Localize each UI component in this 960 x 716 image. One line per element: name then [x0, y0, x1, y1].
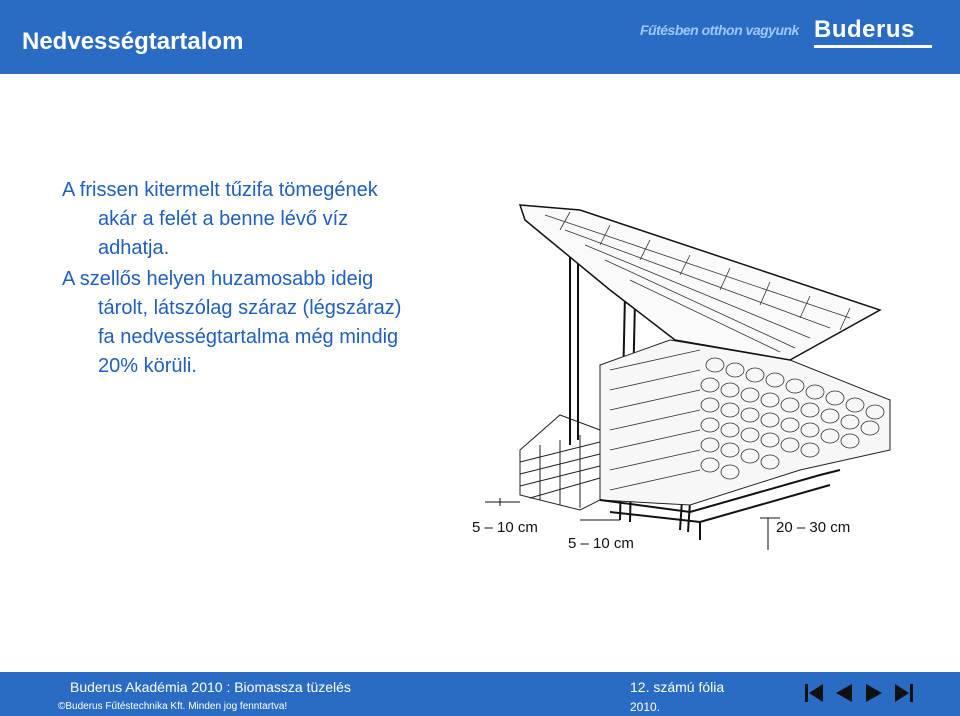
paragraph-1 [62, 176, 522, 263]
dimension-label-left: 5 – 10 cm [472, 519, 538, 536]
slide-navigation [802, 681, 916, 705]
woodpile-illustration [460, 200, 900, 550]
buderus-logo: Buderus [814, 16, 915, 43]
brand-slogan: Fűtésben otthon vagyunk [640, 22, 799, 38]
dimension-label-middle: 5 – 10 cm [568, 535, 634, 550]
previous-icon[interactable] [832, 681, 856, 705]
next-icon[interactable] [862, 681, 886, 705]
paragraph-1-line-1: A frissen kitermelt tűzifa tömegének [62, 179, 378, 201]
body-text [62, 176, 522, 381]
first-icon[interactable] [802, 681, 826, 705]
paragraph-2-line-1: A szellős helyen huzamosabb ideig [62, 268, 374, 290]
paragraph-2-line-3: fa nedvességtartalma még mindig [98, 326, 399, 348]
paragraph-2 [62, 265, 522, 381]
paragraph-2-line-4: 20% körüli. [98, 355, 197, 377]
slide-title: Nedvességtartalom [22, 28, 244, 55]
paragraph-1-line-2: akár a felét a benne lévő víz [98, 208, 349, 230]
last-icon[interactable] [892, 681, 916, 705]
header-bar [0, 0, 960, 74]
course-title: Buderus Akadémia 2010 : Biomassza tüzelés [70, 679, 351, 695]
slide-number: 12. számú fólia [630, 679, 725, 695]
dimension-label-right: 20 – 30 cm [776, 519, 851, 536]
paragraph-2-line-2: tárolt, látszólag száraz (légszáraz) [98, 297, 402, 319]
footer-year: 2010. [630, 700, 661, 714]
paragraph-1-line-3: adhatja. [98, 237, 170, 259]
footer-bar [0, 672, 960, 716]
copyright-text: ©Buderus Fűtéstechnika Kft. Minden jog fenntartva! [58, 701, 288, 712]
brick-wall [520, 415, 600, 510]
roof [520, 205, 880, 360]
logo-underline [814, 45, 932, 48]
